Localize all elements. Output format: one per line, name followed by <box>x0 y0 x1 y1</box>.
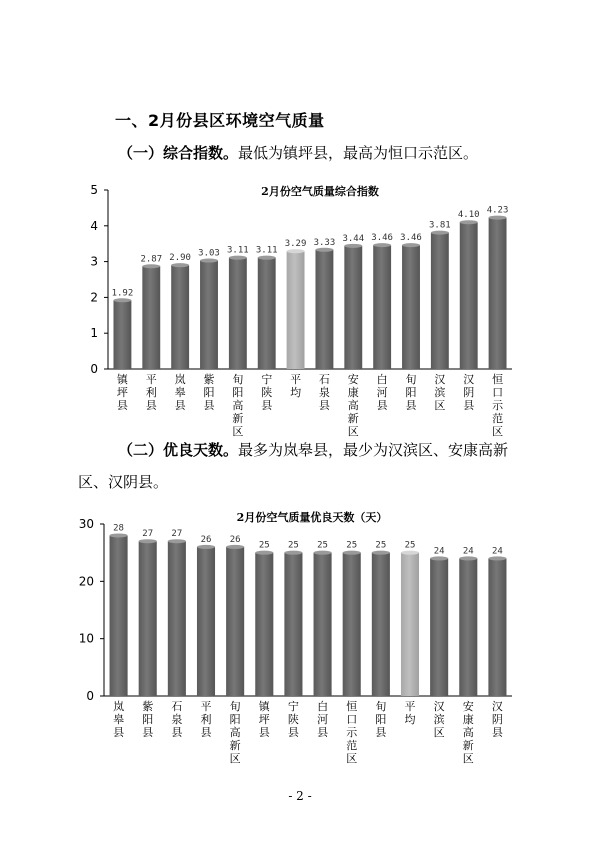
data-label: 26 <box>200 534 212 545</box>
paragraph-good-days <box>78 434 528 498</box>
bar-top <box>401 551 419 555</box>
y-tick-label: 1 <box>90 326 98 341</box>
data-label: 27 <box>142 529 154 540</box>
data-label: 3.11 <box>227 245 249 256</box>
bar <box>200 261 218 369</box>
bar <box>489 218 507 369</box>
data-label: 3.03 <box>198 248 220 259</box>
data-label: 25 <box>404 540 416 551</box>
bar <box>315 250 333 369</box>
bar-top <box>344 244 362 248</box>
bar <box>284 553 302 696</box>
data-label: 3.46 <box>400 233 422 244</box>
category-label: 镇坪县 <box>116 373 128 412</box>
data-label: 25 <box>317 540 328 551</box>
section-heading: 一、2月份县区环境空气质量 <box>115 111 325 130</box>
bar-top <box>372 551 390 555</box>
bar <box>344 246 362 369</box>
bar <box>314 553 332 696</box>
data-label: 3.29 <box>284 239 307 250</box>
bar-top <box>431 231 449 235</box>
paragraph-lead: （二）优良天数。 <box>118 441 239 459</box>
category-label: 汉滨区 <box>434 373 446 412</box>
category-label: 恒口示范区 <box>492 373 504 438</box>
bar-top <box>460 220 478 224</box>
bar <box>113 300 131 369</box>
data-label: 26 <box>229 534 241 545</box>
bar <box>168 541 186 696</box>
bar-top <box>258 256 276 260</box>
y-tick-label: 4 <box>90 218 98 233</box>
data-label: 2.87 <box>140 254 163 265</box>
bar <box>255 553 273 696</box>
page-number: - 2 - <box>288 789 312 803</box>
y-tick-label: 0 <box>90 362 98 376</box>
data-label: 3.33 <box>313 237 336 248</box>
y-tick-label: 2 <box>90 290 98 305</box>
data-label: 28 <box>113 523 124 534</box>
category-label: 白河县 <box>376 373 388 412</box>
bar <box>139 541 157 696</box>
bar-top <box>488 556 506 560</box>
paragraph-composite-index <box>78 137 528 169</box>
paragraph-lead: （一）综合指数。 <box>118 144 239 162</box>
bar-top <box>402 243 420 247</box>
bar <box>372 553 390 696</box>
chart-title: 2月份空气质量优良天数（天） <box>236 511 388 524</box>
bar-top <box>373 243 391 247</box>
bar-top <box>315 248 333 252</box>
y-tick-label: 20 <box>78 574 94 589</box>
bar <box>373 245 391 369</box>
data-label: 24 <box>492 546 503 557</box>
bar <box>402 245 420 369</box>
category-label: 平利县 <box>200 700 212 739</box>
data-label: 1.92 <box>111 288 134 299</box>
category-label: 宁陕县 <box>287 700 299 739</box>
bar-top <box>459 556 477 560</box>
category-label: 汉滨区 <box>433 700 445 739</box>
data-label: 25 <box>346 540 358 551</box>
bar-top <box>139 539 157 543</box>
bar-top <box>142 264 160 268</box>
category-label: 石泉县 <box>171 700 183 739</box>
bar <box>287 251 305 369</box>
data-label: 3.11 <box>255 245 278 256</box>
bar <box>110 535 128 696</box>
paragraph-text: 最低为镇坪县，最高为恒口示范区。 <box>238 144 479 162</box>
category-label: 旬阳高新区 <box>232 373 244 438</box>
bar-top <box>226 545 244 549</box>
bar <box>401 553 419 696</box>
data-label: 4.10 <box>457 210 480 221</box>
data-label: 2.90 <box>169 253 191 264</box>
bar <box>197 547 215 696</box>
bar <box>229 258 247 369</box>
bar-top <box>168 539 186 543</box>
bar-top <box>343 551 361 555</box>
data-label: 24 <box>433 546 445 557</box>
data-label: 25 <box>375 540 387 551</box>
category-label: 旬阳县 <box>375 700 387 739</box>
category-label: 宁陕县 <box>261 373 273 412</box>
bar-top <box>314 551 332 555</box>
bar-top <box>255 551 273 555</box>
bar-top <box>430 556 448 560</box>
data-label: 25 <box>258 540 270 551</box>
bar-top <box>171 263 189 267</box>
bar-top <box>489 216 507 220</box>
category-label: 汉阴县 <box>491 700 503 739</box>
category-label: 镇坪县 <box>258 700 270 739</box>
y-tick-label: 3 <box>90 254 98 269</box>
bar-top <box>229 256 247 260</box>
bar-top <box>200 259 218 263</box>
bar <box>430 558 448 696</box>
category-label: 安康高新区 <box>347 373 359 438</box>
y-tick-label: 10 <box>78 631 94 646</box>
y-tick-label: 0 <box>86 689 94 703</box>
bar <box>488 558 506 696</box>
bar-top <box>284 551 302 555</box>
data-label: 25 <box>288 540 299 551</box>
category-label: 紫阳县 <box>142 700 154 739</box>
data-label: 3.46 <box>371 233 393 244</box>
category-label: 紫阳县 <box>203 373 215 412</box>
bar <box>142 266 160 369</box>
chart-title: 2月份空气质量综合指数 <box>261 185 379 198</box>
category-label: 旬阳县 <box>405 373 417 412</box>
bar-top <box>110 533 128 537</box>
data-label: 4.23 <box>486 205 509 216</box>
category-label: 平利县 <box>145 373 157 412</box>
bar-top <box>287 249 305 253</box>
bar <box>431 233 449 369</box>
category-label: 安康高新区 <box>462 700 474 765</box>
category-label: 石泉县 <box>318 373 330 412</box>
bar-top <box>113 298 131 302</box>
category-label: 岚皋县 <box>174 373 186 412</box>
data-label: 27 <box>171 529 183 540</box>
data-label: 24 <box>462 546 474 557</box>
composite-index-chart <box>0 180 600 438</box>
paragraph-text: 最多为岚皋县，最少为汉滨区、安康高新区、汉阴县。 <box>78 441 509 491</box>
bar-top <box>197 545 215 549</box>
bar <box>460 222 478 369</box>
bar <box>258 258 276 369</box>
data-label: 3.81 <box>429 220 451 231</box>
bar <box>459 558 477 696</box>
y-tick-label: 5 <box>90 183 98 197</box>
y-tick-label: 30 <box>78 517 94 531</box>
category-label: 恒口示范区 <box>346 700 358 765</box>
category-label: 岚皋县 <box>113 700 125 739</box>
category-label: 汉阴县 <box>463 373 475 412</box>
data-label: 3.44 <box>342 233 365 244</box>
category-label: 白河县 <box>317 700 329 739</box>
category-label: 平均 <box>290 373 302 399</box>
category-label: 平均 <box>404 700 416 726</box>
bar <box>171 265 189 369</box>
category-label: 旬阳高新区 <box>229 700 241 765</box>
bar <box>343 553 361 696</box>
bar <box>226 547 244 696</box>
good-days-chart <box>0 510 600 765</box>
